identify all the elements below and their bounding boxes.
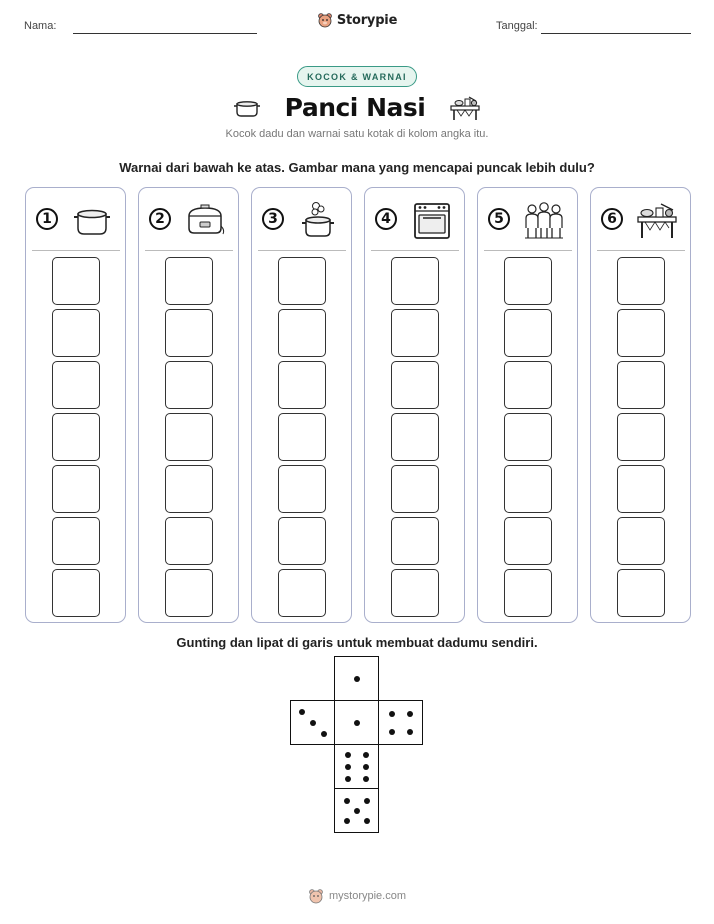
color-box[interactable] xyxy=(617,309,665,357)
footer xyxy=(0,888,714,904)
kitchen-table-icon xyxy=(635,200,679,240)
color-box[interactable] xyxy=(504,413,552,461)
column-5 xyxy=(477,187,578,623)
color-box[interactable] xyxy=(504,361,552,409)
column-divider xyxy=(258,250,346,251)
title-row xyxy=(0,93,714,122)
die-face-4 xyxy=(378,700,423,745)
die-face-6 xyxy=(334,744,379,789)
steaming-pot-icon xyxy=(296,200,340,240)
color-box[interactable] xyxy=(617,517,665,565)
stove-icon xyxy=(409,200,453,240)
die-pip xyxy=(363,764,369,770)
die-pip xyxy=(364,818,370,824)
color-box[interactable] xyxy=(504,517,552,565)
color-box[interactable] xyxy=(391,569,439,617)
column-divider xyxy=(484,250,572,251)
die-pip xyxy=(344,818,350,824)
instruction: Warnai dari bawah ke atas. Gambar mana yang mencapai puncak lebih dulu? xyxy=(119,160,595,175)
column-divider xyxy=(32,250,120,251)
date-line[interactable] xyxy=(541,33,691,34)
color-box[interactable] xyxy=(52,361,100,409)
die-pip xyxy=(363,752,369,758)
color-box[interactable] xyxy=(391,257,439,305)
color-box[interactable] xyxy=(617,361,665,409)
die-pip xyxy=(389,729,395,735)
color-box[interactable] xyxy=(617,413,665,461)
color-box[interactable] xyxy=(165,517,213,565)
column-number: 4 xyxy=(375,208,397,230)
column-header xyxy=(599,198,685,246)
die-pip xyxy=(389,711,395,717)
name-line[interactable] xyxy=(73,33,257,34)
pot-icon xyxy=(70,200,114,240)
die-pip xyxy=(299,709,305,715)
die-pip xyxy=(354,808,360,814)
color-box[interactable] xyxy=(278,465,326,513)
column-header xyxy=(260,198,346,246)
column-divider xyxy=(145,250,233,251)
name-label: Nama: xyxy=(24,20,57,32)
color-box[interactable] xyxy=(278,413,326,461)
column-1 xyxy=(25,187,126,623)
brand-logo xyxy=(0,12,714,28)
color-box[interactable] xyxy=(278,569,326,617)
column-number: 1 xyxy=(36,208,58,230)
race-columns xyxy=(25,187,691,624)
activity-badge: KOCOK & WARNAI xyxy=(297,66,417,87)
die-face-3 xyxy=(290,700,335,745)
color-box[interactable] xyxy=(165,569,213,617)
color-box[interactable] xyxy=(391,413,439,461)
kitchen-table-icon xyxy=(449,95,481,121)
die-face-5 xyxy=(334,788,379,833)
column-divider xyxy=(597,250,685,251)
color-box[interactable] xyxy=(165,413,213,461)
die-pip xyxy=(345,764,351,770)
bear-icon xyxy=(308,888,324,904)
column-number: 6 xyxy=(601,208,623,230)
footer-url[interactable]: mystorypie.com xyxy=(328,890,407,902)
die-face-1 xyxy=(334,700,379,745)
pot-icon xyxy=(233,97,261,119)
color-box[interactable] xyxy=(52,569,100,617)
die-pip xyxy=(310,720,316,726)
cut-instruction: Gunting dan lipat di garis untuk membuat dadumu sendiri. xyxy=(176,635,538,650)
color-box[interactable] xyxy=(165,465,213,513)
color-box[interactable] xyxy=(165,361,213,409)
color-box[interactable] xyxy=(278,361,326,409)
column-4 xyxy=(364,187,465,623)
die-face-1 xyxy=(334,656,379,701)
die-pip xyxy=(321,731,327,737)
color-box[interactable] xyxy=(391,517,439,565)
color-box[interactable] xyxy=(278,257,326,305)
color-box[interactable] xyxy=(504,465,552,513)
die-pip xyxy=(354,720,360,726)
column-header xyxy=(486,198,572,246)
column-2 xyxy=(138,187,239,623)
die-pip xyxy=(344,798,350,804)
die-pip xyxy=(345,752,351,758)
color-box[interactable] xyxy=(52,309,100,357)
color-box[interactable] xyxy=(617,569,665,617)
color-box[interactable] xyxy=(165,257,213,305)
column-header xyxy=(373,198,459,246)
column-3 xyxy=(251,187,352,623)
color-box[interactable] xyxy=(52,257,100,305)
column-header xyxy=(34,198,120,246)
color-box[interactable] xyxy=(165,309,213,357)
page-title: Panci Nasi xyxy=(284,93,426,122)
date-label: Tanggal: xyxy=(496,20,538,32)
die-pip xyxy=(345,776,351,782)
color-box[interactable] xyxy=(391,309,439,357)
color-box[interactable] xyxy=(504,257,552,305)
die-pip xyxy=(364,798,370,804)
die-pip xyxy=(354,676,360,682)
color-box[interactable] xyxy=(617,465,665,513)
subtitle: Kocok dadu dan warnai satu kotak di kolom angka itu. xyxy=(225,128,489,140)
family-icon xyxy=(522,200,566,240)
column-divider xyxy=(371,250,459,251)
color-box[interactable] xyxy=(52,465,100,513)
column-number: 3 xyxy=(262,208,284,230)
color-box[interactable] xyxy=(278,309,326,357)
die-pip xyxy=(407,711,413,717)
column-header xyxy=(147,198,233,246)
color-box[interactable] xyxy=(52,517,100,565)
brand-name: Storypie xyxy=(336,12,398,28)
color-box[interactable] xyxy=(391,361,439,409)
color-box[interactable] xyxy=(504,309,552,357)
color-box[interactable] xyxy=(617,257,665,305)
column-number: 2 xyxy=(149,208,171,230)
color-box[interactable] xyxy=(52,413,100,461)
die-pip xyxy=(363,776,369,782)
color-box[interactable] xyxy=(391,465,439,513)
rice-cooker-icon xyxy=(183,200,227,240)
bear-icon xyxy=(317,12,333,28)
column-6 xyxy=(590,187,691,623)
color-box[interactable] xyxy=(504,569,552,617)
color-box[interactable] xyxy=(278,517,326,565)
column-number: 5 xyxy=(488,208,510,230)
die-pip xyxy=(407,729,413,735)
